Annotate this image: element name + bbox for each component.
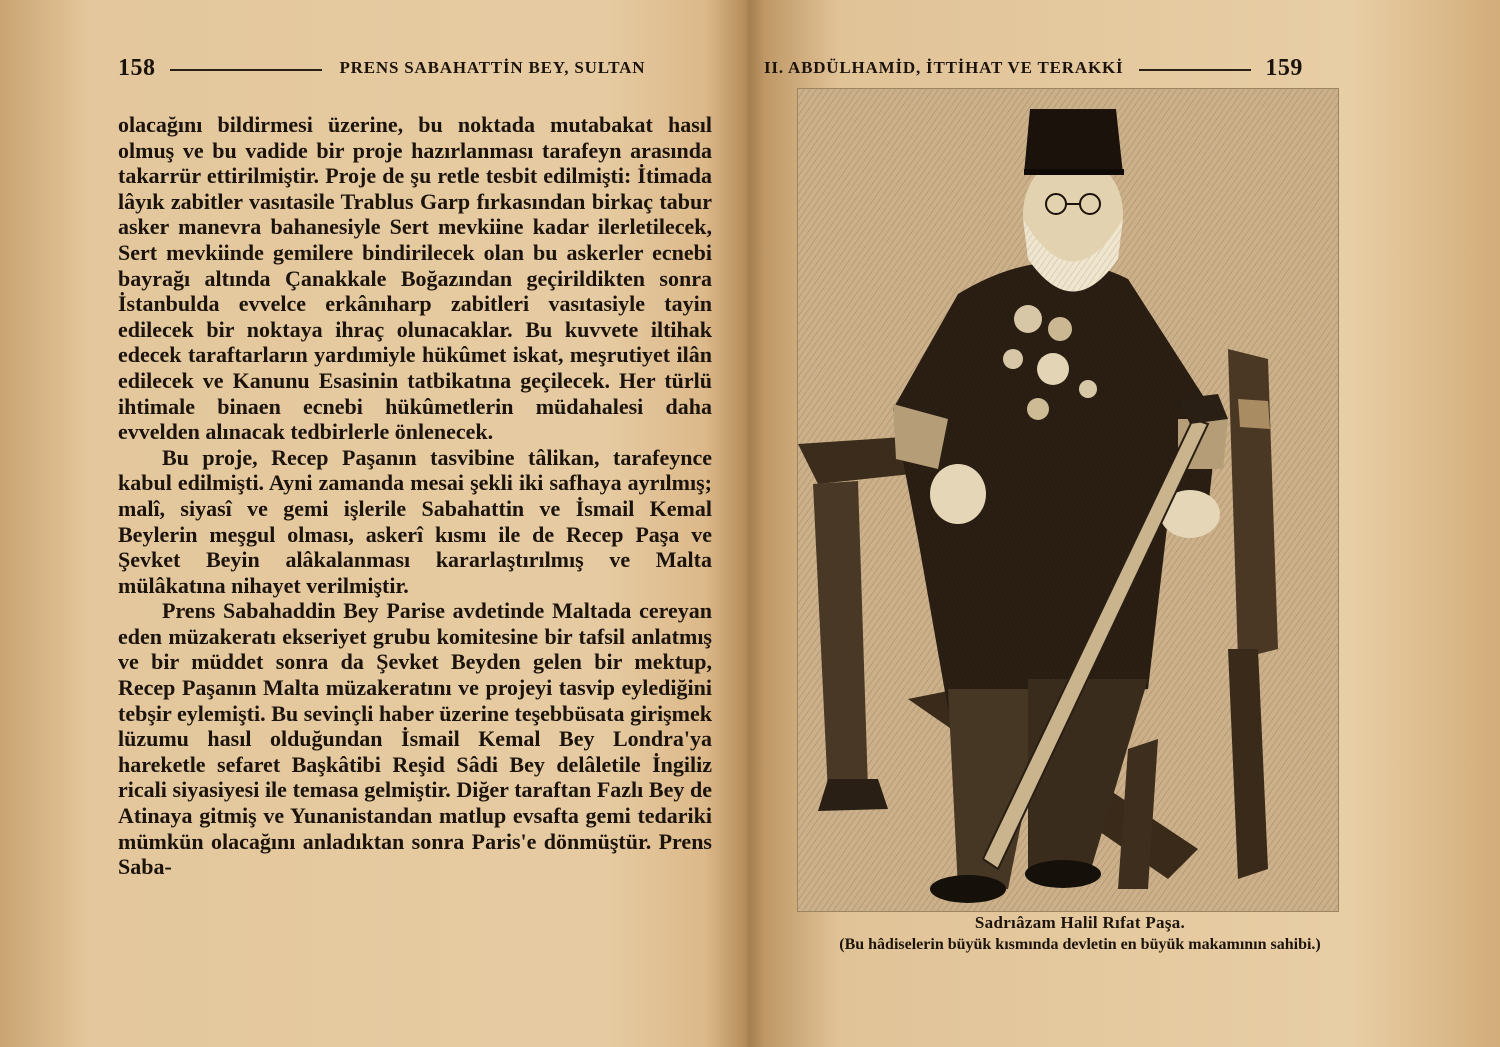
header-rule-left xyxy=(170,69,322,71)
engraved-portrait-icon xyxy=(798,89,1338,911)
paragraph-2: Bu proje, Recep Paşanın tasvibine tâlikan, tarafeynce kabul edilmişti. Ayni zamanda mesai şekli iki safhaya ayrılmış; malî, siyasî ve gemi işlerile Sabahattin ve İsmail Kemal Beylerin meşgul olması, askerî kısmı ile de Recep Paşa ve Şevket Beyin alâkalanması kararlaştırılmış ve Malta mülâkatına nihayet verilmiştir. xyxy=(118,444,712,598)
header-rule-right xyxy=(1139,69,1251,71)
running-head-left: PRENS SABAHATTİN BEY, SULTAN xyxy=(339,58,646,77)
caption-title: Sadrıâzam Halil Rıfat Paşa. xyxy=(974,913,1186,932)
running-head-right: II. ABDÜLHAMİD, İTTİHAT VE TERAKKİ xyxy=(764,58,1124,77)
paragraph-3: Prens Sabahaddin Bey Parise avdetinde Maltada cereyan eden müzakeratı ekseriyet grubu komitesine bir tafsil anlatmış ve bir müddet sonra da Şevket Beyden gelen bir mektup, Recep Paşanın Malta müzakeratını ve projeyi tasvip eylediğini tebşir eylemişti. Bu sevinçli haber üzerine teşebbüsata girişmek lüzumu hasıl olduğundan İsmail Kemal Bey Londra'ya hareketle sefaret Başkâtibi Reşid Sâdi Bey delâletile İngiliz ricali siyasiyesi ile temasa gelmiştir. Diğer taraftan Fazlı Bey de Atinaya gitmiş ve Yunanistandan matlup evsafta gemi tedariki mümkün olacağını anladıktan sonra Paris'e dönmüştür. Prens Saba- xyxy=(118,598,712,880)
left-page xyxy=(0,0,748,1047)
portrait-photo xyxy=(797,88,1339,912)
photo-caption xyxy=(792,912,1368,956)
page-number-right: 159 xyxy=(1265,54,1303,81)
right-page-header xyxy=(764,52,1364,84)
left-page-body xyxy=(118,112,712,880)
left-page-header xyxy=(118,52,728,84)
page-number-left: 158 xyxy=(118,54,156,81)
right-page xyxy=(752,0,1500,1047)
paragraph-1: olacağını bildirmesi üzerine, bu noktada mutabakat hasıl olmuş ve bu vadide bir proje hazırlanması tarafeyn arasında takarrür ettirilmiştir. Proje de şu retle tesbit edilmişti: İtimada lâyık zabitler vasıtasile Trablus Garp fırkasından birkaç tabur asker manevra bahanesiyle Sert mevkiine kadar ilerletilecek, Sert mevkiinde gemilere bindirilecek olan bu askerler ecnebi bayrağı altında Çanakkale Boğazından geçirildikten sonra İstanbulda evvelce erkânıharp zabitleri vasıtasiyle tayin edilecek bir noktaya ihraç olunacaklar. Bu kuvvete iltihak edecek taraftarların yardımiyle hükûmet iskat, meşrutiyet ilân edilecek ve Kanunu Esasinin tatbikatına geçilecek. Her türlü ihtimale binaen ecnebi hükûmetlerin müdahalesi daha evvelden alınacak tedbirlerle önlenecek. xyxy=(118,112,712,445)
caption-text: (Bu hâdiselerin büyük kısmında devletin en büyük makamının sahibi.) xyxy=(839,936,1321,953)
